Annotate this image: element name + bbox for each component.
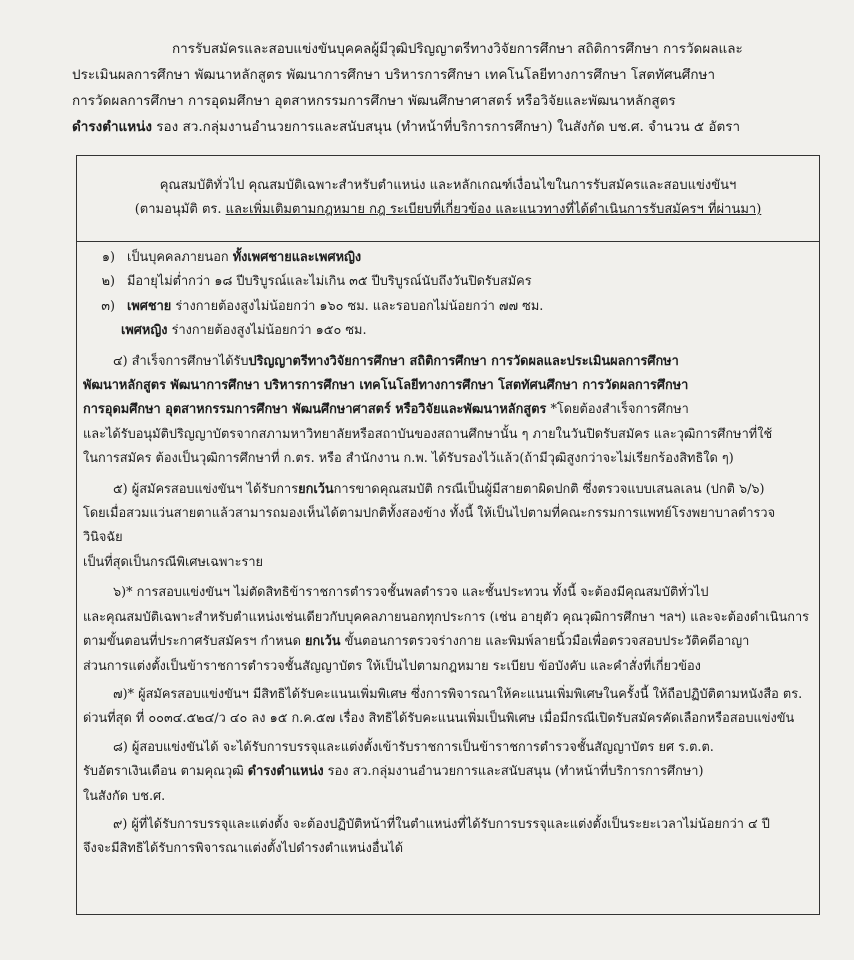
intro-line: การรับสมัครและสอบแข่งขันบุคคลผู้มีวุฒิปริญญาตรีทางวิจัยการศึกษา สถิติการศึกษา การวัดผลและ xyxy=(172,41,743,57)
box-heading-line1: คุณสมบัติทั่วไป คุณสมบัติเฉพาะสำหรับตำแหน่ง และหลักเกณฑ์เงื่อนไขในการรับสมัครและสอบแข่งขันฯ xyxy=(159,178,737,193)
intro-paragraph xyxy=(72,36,822,140)
intro-bold: ดำรงตำแหน่ง xyxy=(72,119,152,135)
box-heading-plain: (ตามอนุมัติ ตร. xyxy=(134,202,226,217)
list-item: ๙) ผู้ที่ได้รับการบรรจุและแต่งตั้ง จะต้องปฏิบัติหน้าที่ในตำแหน่งที่ได้รับการบรรจุและแต่งตั้งเป็นระยะเวลาไม่น้อยกว่า ๔ ปี xyxy=(113,816,770,832)
item-plain: รับอัตราเงินเดือน ตามคุณวุฒิ xyxy=(83,764,248,780)
item-bold: เพศหญิง xyxy=(121,323,168,339)
item-plain: ตามขั้นตอนที่ประกาศรับสมัครฯ กำหนด xyxy=(83,634,305,650)
item-plain: การขาดคุณสมบัติ กรณีเป็นผู้มีสายตาผิดปกติ ซึ่งตรวจแบบเสนลเลน (ปกติ ๖/๖) xyxy=(333,481,765,497)
item-line: โดยเมื่อสวมแว่นสายตาแล้วสามารถมองเห็นได้ตามปกติทั้งสองข้าง ทั้งนี้ ให้เป็นไปตามที่คณะกรรมการแพทย์โรงพยาบาลตำรวจวินิจฉัย xyxy=(83,506,776,546)
item-bold: ทั้งเพศชายและเพศหญิง xyxy=(232,250,362,265)
item-plain: เป็นบุคคลภายนอก xyxy=(127,250,233,265)
list-item: ๗)* ผู้สมัครสอบแข่งขันฯ มีสิทธิได้รับคะแนนเพิ่มพิเศษ ซึ่งการพิจารณาให้คะแนนเพิ่มพิเศษในครั้งนี้ ให้ถือปฏิบัติตามหนังสือ ตร. xyxy=(113,686,803,702)
item-line: จึงจะมีสิทธิได้รับการพิจารณาแต่งตั้งไปดำรงตำแหน่งอื่นได้ xyxy=(83,841,404,857)
item-plain: *โดยต้องสำเร็จการศึกษา xyxy=(546,402,689,418)
item-plain: ขั้นตอนการตรวจร่างกาย และพิมพ์ลายนิ้วมือเพื่อตรวจสอบประวัติคดีอาญา xyxy=(340,634,750,650)
item-line: ด่วนที่สุด ที่ ๐๐๓๔.๕๒๔/ว ๔๐ ลง ๑๕ ก.ค.๕๗ เรื่อง สิทธิได้รับคะแนนเพิ่มเป็นพิเศษ เมื่อมีกรณีเปิดรับสมัครคัดเลือกหรือสอบแข่งขัน xyxy=(83,711,795,727)
item-bold: ปริญญาตรีทางวิจัยการศึกษา สถิติการศึกษา การวัดผลและประเมินผลการศึกษา xyxy=(248,353,679,369)
box-heading-underlined: และเพิ่มเติมตามกฎหมาย กฎ ระเบียบที่เกี่ยวข้อง และแนวทางที่ได้ดำเนินการรับสมัครฯ ที่ผ่านมา) xyxy=(225,202,762,217)
item-line: และคุณสมบัติเฉพาะสำหรับตำแหน่งเช่นเดียวกับบุคคลภายนอกทุกประการ (เช่น อายุตัว คุณวุฒิการศึกษา ฯลฯ) และจะต้องดำเนินการ xyxy=(83,609,809,625)
list-item xyxy=(83,350,813,374)
intro-rest: รอง สว.กลุ่มงานอำนวยการและสนับสนุน (ทำหน้าที่บริการการศึกษา) ในสังกัด บช.ศ. จำนวน ๕ อัตรา xyxy=(151,119,741,135)
item-line: และได้รับอนุมัติปริญญาบัตรจากสภามหาวิทยาลัยหรือสถาบันของสถานศึกษานั้น ๆ ภายในวันปิดรับสมัคร และวุฒิการศึกษาที่ใช้ xyxy=(83,426,773,442)
item-bold: เพศชาย xyxy=(127,298,172,314)
list-item xyxy=(83,295,813,319)
item-line: เป็นที่สุดเป็นกรณีพิเศษเฉพาะราย xyxy=(83,554,264,570)
item-lead: ๔) สำเร็จการศึกษาได้รับ xyxy=(113,353,249,369)
qualifications-box xyxy=(76,155,820,915)
item-bold: ยกเว้น xyxy=(298,481,334,497)
item-number: ๓) xyxy=(101,298,115,314)
item-bold: พัฒนาหลักสูตร พัฒนาการศึกษา บริหารการศึกษา เทคโนโลยีทางการศึกษา โสตทัศนศึกษา การวัดผลการศึกษา xyxy=(83,378,689,394)
item-number: ๑) xyxy=(101,250,115,265)
item-text xyxy=(127,246,361,270)
intro-line: ประเมินผลการศึกษา พัฒนาหลักสูตร พัฒนาการศึกษา บริหารการศึกษา เทคโนโลยีทางการศึกษา โสตทัศนศึกษา xyxy=(72,67,716,83)
item-plain: รอง สว.กลุ่มงานอำนวยการและสนับสนุน (ทำหน้าที่บริการการศึกษา) xyxy=(323,764,704,780)
item-line: ส่วนการแต่งตั้งเป็นข้าราชการตำรวจชั้นสัญญาบัตร ให้เป็นไปตามกฎหมาย ระเบียบ ข้อบังคับ และคำสั่งที่เกี่ยวข้อง xyxy=(83,658,701,674)
item-plain: ร่างกายต้องสูงไม่น้อยกว่า ๑๖๐ ซม. และรอบอกไม่น้อยกว่า ๗๗ ซม. xyxy=(171,298,544,314)
list-item: ๘) ผู้สอบแข่งขันได้ จะได้รับการบรรจุและแต่งตั้งเข้ารับราชการเป็นข้าราชการตำรวจชั้นสัญญาบัตร ยศ ร.ต.ต. xyxy=(113,739,714,755)
list-item xyxy=(83,270,813,294)
item-number: ๒) xyxy=(101,274,115,290)
item-bold: ยกเว้น xyxy=(304,634,341,650)
item-plain: ร่างกายต้องสูงไม่น้อยกว่า ๑๕๐ ซม. xyxy=(167,323,367,339)
intro-line xyxy=(72,114,822,140)
item-text xyxy=(127,295,543,319)
item-bold: ดำรงตำแหน่ง xyxy=(247,764,324,780)
item-line: ในการสมัคร ต้องเป็นวุฒิการศึกษาที่ ก.ตร. หรือ สำนักงาน ก.พ. ได้รับรองไว้แล้ว(ถ้ามีวุฒิสูงกว่าจะไม่เรียกร้องสิทธิใด ๆ) xyxy=(83,451,734,467)
item-line xyxy=(83,760,813,784)
item-line: ในสังกัด บช.ศ. xyxy=(83,788,166,804)
box-heading xyxy=(77,156,819,242)
list-item-continuation xyxy=(83,319,813,343)
intro-line: การวัดผลการศึกษา การอุดมศึกษา อุตสาหกรรมการศึกษา พัฒนศึกษาศาสตร์ หรือวิจัยและพัฒนาหลักสูตร xyxy=(72,93,676,109)
item-line xyxy=(83,374,813,398)
list-item xyxy=(83,246,813,270)
box-heading-line2 xyxy=(77,198,819,222)
item-lead: ๕) ผู้สมัครสอบแข่งขันฯ ได้รับการ xyxy=(113,481,299,497)
list-item: ๖)* การสอบแข่งขันฯ ไม่ตัดสิทธิข้าราชการตำรวจชั้นพลตำรวจ และชั้นประทวน ทั้งนี้ จะต้องมีคุณสมบัติทั่วไป xyxy=(113,585,709,601)
item-bold: การอุดมศึกษา อุตสาหกรรมการศึกษา พัฒนศึกษาศาสตร์ หรือวิจัยและพัฒนาหลักสูตร xyxy=(83,402,547,418)
list-item xyxy=(83,478,813,502)
item-text: มีอายุไม่ต่ำกว่า ๑๘ ปีบริบูรณ์และไม่เกิน ๓๕ ปีบริบูรณ์นับถึงวันปิดรับสมัคร xyxy=(127,274,532,290)
item-line xyxy=(83,630,813,654)
item-line xyxy=(83,398,813,422)
qualification-list xyxy=(77,242,819,862)
